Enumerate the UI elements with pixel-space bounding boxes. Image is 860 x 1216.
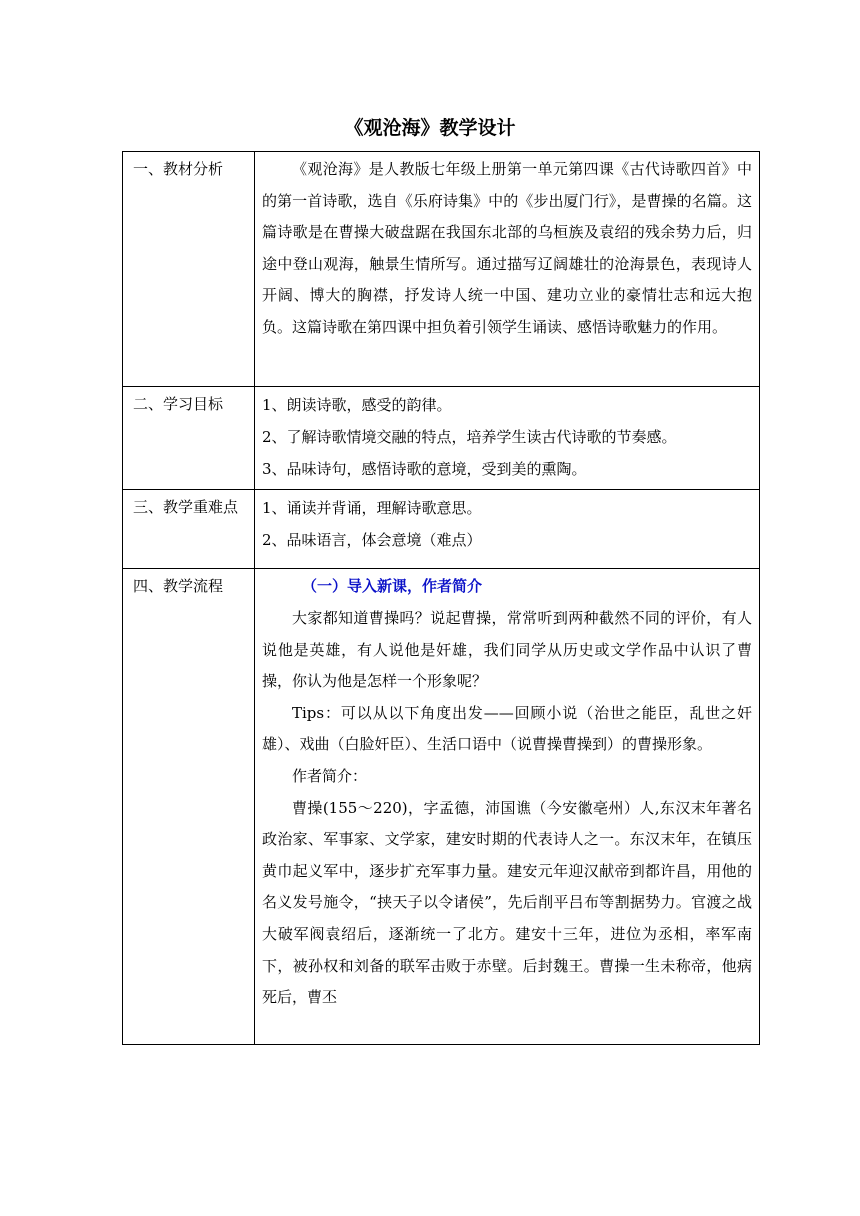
- list-item: 2、了解诗歌情境交融的特点，培养学生读古代诗歌的节奏感。: [262, 428, 677, 446]
- list-item: 3、品味诗句，感悟诗歌的意境，受到美的熏陶。: [262, 460, 587, 478]
- paragraph: 曹操(155～220)，字孟德，沛国谯（今安徽亳州）人,东汉末年著名政治家、军事家、文学家，建安时期的代表诗人之一。东汉末年，在镇压黄巾起义军中，逐步扩充军事力量。建安元年迎汉献帝到都许昌，用他的名义发号施令，“挟天子以令诸侯”，先后削平吕布等割据势力。官渡之战大破军阀袁绍后，逐渐统一了北方。建安十三年，进位为丞相，率军南下，被孙权和刘备的联军击败于赤壁。后封魏王。曹操一生未称帝，他病死后，曹丕: [262, 798, 752, 1007]
- paragraph: Tips：可以从以下角度出发——回顾小说（治世之能臣，乱世之奸雄）、戏曲（白脸奸臣）、生活口语中（说曹操曹操到）的曹操形象。: [262, 703, 752, 754]
- section-content: [255, 490, 760, 569]
- list-item: 2、品味语言，体会意境（难点）: [262, 531, 482, 549]
- paragraph: 《观沧海》是人教版七年级上册第一单元第四课《古代诗歌四首》中的第一首诗歌，选自《乐府诗集》中的《步出厦门行》，是曹操的名篇。这篇诗歌是在曹操大破盘踞在我国东北部的乌桓族及袁绍的残余势力后，归途中登山观海，触景生情所写。通过描写辽阔雄壮的沧海景色，表现诗人开阔、博大的胸襟，抒发诗人统一中国、建功立业的豪情壮志和远大抱负。这篇诗歌在第四课中担负着引领学生诵读、感悟诗歌魅力的作用。: [262, 160, 752, 336]
- section-label: 四、教学流程: [123, 569, 255, 1045]
- table-row: [123, 569, 760, 1045]
- page-title: 《观沧海》教学设计: [344, 117, 516, 139]
- section-label: 一、教材分析: [123, 152, 255, 387]
- section-content: [255, 387, 760, 490]
- table-row: [123, 387, 760, 490]
- lesson-plan-table: [122, 151, 760, 1045]
- section-label: 三、教学重难点: [123, 490, 255, 569]
- section-label: 二、学习目标: [123, 387, 255, 490]
- paragraph: 作者简介：: [292, 766, 368, 785]
- section-content: [255, 569, 760, 1045]
- list-item: 1、诵读并背诵，理解诗歌意思。: [262, 499, 482, 517]
- section-heading: （一）导入新课，作者简介: [302, 577, 483, 595]
- table-row: [123, 490, 760, 569]
- list-item: 1、朗读诗歌，感受的韵律。: [262, 396, 452, 414]
- table-row: [123, 152, 760, 387]
- paragraph: 大家都知道曹操吗？说起曹操，常常听到两种截然不同的评价，有人说他是英雄，有人说他是奸雄，我们同学从历史或文学作品中认识了曹操，你认为他是怎样一个形象呢？: [262, 609, 752, 691]
- section-content: [255, 152, 760, 387]
